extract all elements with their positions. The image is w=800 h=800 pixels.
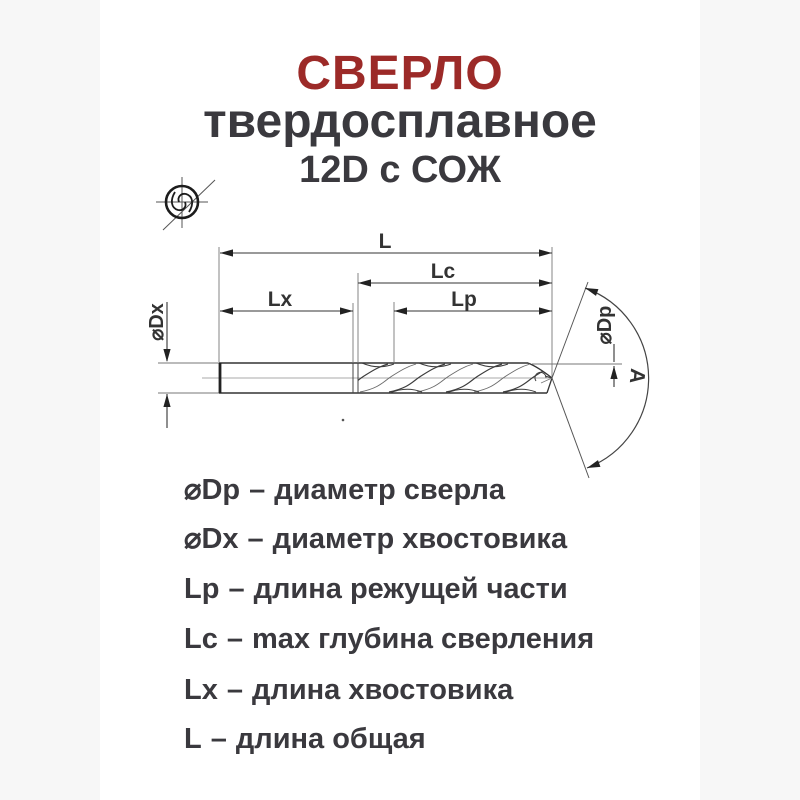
legend-separator: – <box>228 573 245 605</box>
legend-description: диаметр сверла <box>274 474 506 506</box>
legend-term: Lc <box>184 623 218 655</box>
legend-separator: – <box>226 674 243 706</box>
legend-description: max глубина сверления <box>251 623 595 655</box>
legend-term: L <box>184 723 202 755</box>
legend-item-drill-diameter <box>184 473 505 507</box>
legend-item-max-depth <box>184 622 594 656</box>
legend-item-cutting-length <box>184 572 568 606</box>
label-drill-diameter: ⌀Dp <box>594 305 616 345</box>
legend-term: Lp <box>184 573 220 605</box>
content-area <box>100 0 700 800</box>
drill-cross-section-icon <box>156 177 215 230</box>
legend-item-shank-length <box>184 673 513 707</box>
legend-description: диаметр хвостовика <box>272 523 568 555</box>
legend-separator: – <box>247 523 264 555</box>
drill-technical-drawing <box>100 165 700 485</box>
extension-lines <box>219 247 622 377</box>
product-subtitle: твердосплавное <box>203 95 597 148</box>
legend-description: длина хвостовика <box>251 674 514 706</box>
legend-item-shank-diameter <box>184 522 567 556</box>
drill-flutes <box>332 363 559 421</box>
label-total-length: L <box>378 230 392 253</box>
legend-separator: – <box>249 474 266 506</box>
label-max-depth: Lc <box>430 260 456 283</box>
dimension-lines <box>167 253 614 428</box>
product-title: СВЕРЛО <box>296 47 504 100</box>
label-shank-length: Lx <box>267 288 293 311</box>
product-spec: 12D с СОЖ <box>299 149 501 191</box>
label-cutting-length: Lp <box>451 288 477 311</box>
legend-separator: – <box>210 723 227 755</box>
legend-term: ⌀Dp <box>184 474 241 506</box>
legend-description: длина общая <box>235 723 426 755</box>
legend-separator: – <box>226 623 243 655</box>
legend-item-total-length <box>184 722 426 756</box>
legend-term: Lx <box>184 674 218 706</box>
label-shank-diameter: ⌀Dx <box>146 303 168 341</box>
label-point-angle: A <box>624 367 650 385</box>
legend-term: ⌀Dx <box>184 523 239 555</box>
legend-description: длина режущей части <box>253 573 568 605</box>
